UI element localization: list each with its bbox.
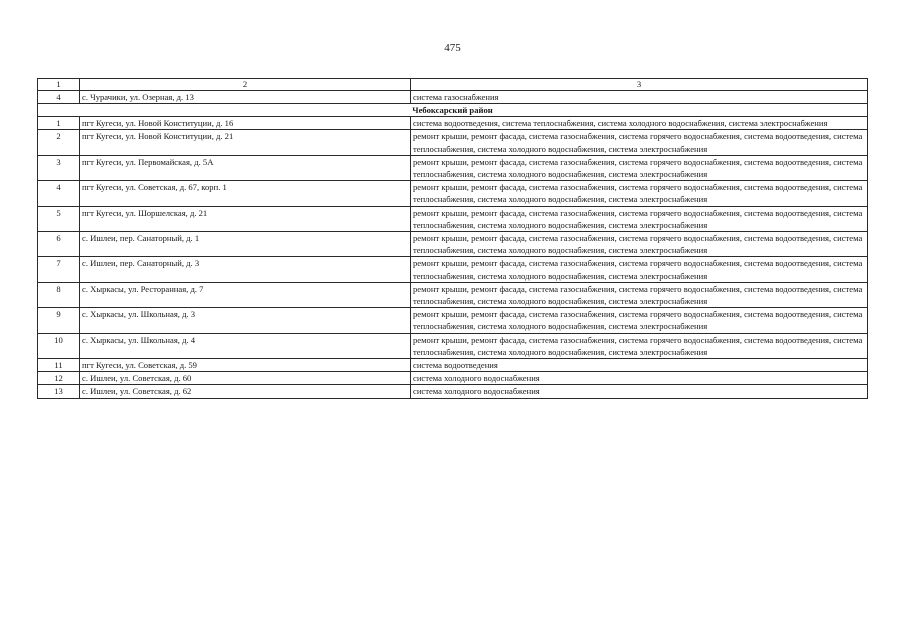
row-number: 3: [38, 155, 80, 180]
table-row: [38, 181, 868, 206]
row-address: с. Ишлеи, пер. Санаторный, д. 3: [80, 257, 411, 282]
row-works: система газоснабжения: [411, 91, 868, 104]
table-row: [38, 308, 868, 333]
row-works: ремонт крыши, ремонт фасада, система газоснабжения, система горячего водоснабжения, система водоотведения, система теплоснабжения, система холодного водоснабжения, система электроснабжения: [411, 282, 868, 307]
row-works: ремонт крыши, ремонт фасада, система газоснабжения, система горячего водоснабжения, система водоотведения, система теплоснабжения, система холодного водоснабжения, система электроснабжения: [411, 155, 868, 180]
row-number: 4: [38, 91, 80, 104]
row-address: с. Ишлеи, ул. Советская, д. 60: [80, 372, 411, 385]
header-cell-number: 1: [38, 79, 80, 91]
page-number: 475: [444, 42, 461, 54]
table-row: [38, 117, 868, 130]
row-number: 5: [38, 206, 80, 231]
row-address: пгт Кугеси, ул. Шоршелская, д. 21: [80, 206, 411, 231]
row-address: пгт Кугеси, ул. Советская, д. 59: [80, 359, 411, 372]
table-row: [38, 232, 868, 257]
row-address: с. Хыркасы, ул. Школьная, д. 4: [80, 333, 411, 358]
row-number: 10: [38, 333, 80, 358]
table-row: [38, 257, 868, 282]
row-works: ремонт крыши, ремонт фасада, система газоснабжения, система горячего водоснабжения, система водоотведения, система теплоснабжения, система холодного водоснабжения, система электроснабжения: [411, 257, 868, 282]
table-row: [38, 282, 868, 307]
row-number: 11: [38, 359, 80, 372]
row-works: ремонт крыши, ремонт фасада, система газоснабжения, система горячего водоснабжения, система водоотведения, система теплоснабжения, система холодного водоснабжения, система электроснабжения: [411, 308, 868, 333]
header-cell-address: 2: [80, 79, 411, 91]
row-works: система водоотведения, система теплоснабжения, система холодного водоснабжения, система электроснабжения: [411, 117, 868, 130]
row-works: ремонт крыши, ремонт фасада, система газоснабжения, система горячего водоснабжения, система водоотведения, система теплоснабжения, система холодного водоснабжения, система электроснабжения: [411, 181, 868, 206]
table-row: [38, 385, 868, 398]
district-heading-row: [38, 104, 868, 117]
row-number: 2: [38, 130, 80, 155]
row-address: с. Ишлеи, ул. Советская, д. 62: [80, 385, 411, 398]
table-row: [38, 359, 868, 372]
row-number: 7: [38, 257, 80, 282]
row-number: 6: [38, 232, 80, 257]
row-works: система холодного водоснабжения: [411, 385, 868, 398]
row-number: 8: [38, 282, 80, 307]
table-row: [38, 333, 868, 358]
row-address: с. Хыркасы, ул. Школьная, д. 3: [80, 308, 411, 333]
row-works: ремонт крыши, ремонт фасада, система газоснабжения, система горячего водоснабжения, система водоотведения, система теплоснабжения, система холодного водоснабжения, система электроснабжения: [411, 232, 868, 257]
row-address: пгт Кугеси, ул. Первомайская, д. 5А: [80, 155, 411, 180]
table-row: [38, 372, 868, 385]
row-address: пгт Кугеси, ул. Новой Конституции, д. 16: [80, 117, 411, 130]
table-row: [38, 206, 868, 231]
works-table: [37, 78, 868, 399]
table-row: [38, 155, 868, 180]
row-number: 4: [38, 181, 80, 206]
header-cell-works: 3: [411, 79, 868, 91]
row-number: 1: [38, 117, 80, 130]
row-works: ремонт крыши, ремонт фасада, система газоснабжения, система горячего водоснабжения, система водоотведения, система теплоснабжения, система холодного водоснабжения, система электроснабжения: [411, 333, 868, 358]
row-works: система водоотведения: [411, 359, 868, 372]
table-row: [38, 91, 868, 104]
row-address: с. Хыркасы, ул. Ресторанная, д. 7: [80, 282, 411, 307]
row-address: пгт Кугеси, ул. Новой Конституции, д. 21: [80, 130, 411, 155]
table-header-row: [38, 79, 868, 91]
row-works: ремонт крыши, ремонт фасада, система газоснабжения, система горячего водоснабжения, система водоотведения, система теплоснабжения, система холодного водоснабжения, система электроснабжения: [411, 130, 868, 155]
row-number: 13: [38, 385, 80, 398]
row-address: с. Ишлеи, пер. Санаторный, д. 1: [80, 232, 411, 257]
table-row: [38, 130, 868, 155]
row-works: ремонт крыши, ремонт фасада, система газоснабжения, система горячего водоснабжения, система водоотведения, система теплоснабжения, система холодного водоснабжения, система электроснабжения: [411, 206, 868, 231]
row-number: 9: [38, 308, 80, 333]
row-works: система холодного водоснабжения: [411, 372, 868, 385]
row-number: 12: [38, 372, 80, 385]
table-body: [38, 79, 868, 399]
district-heading: Чебоксарский район: [38, 104, 868, 117]
row-address: пгт Кугеси, ул. Советская, д. 67, корп. 1: [80, 181, 411, 206]
row-address: с. Чурачики, ул. Озерная, д. 13: [80, 91, 411, 104]
